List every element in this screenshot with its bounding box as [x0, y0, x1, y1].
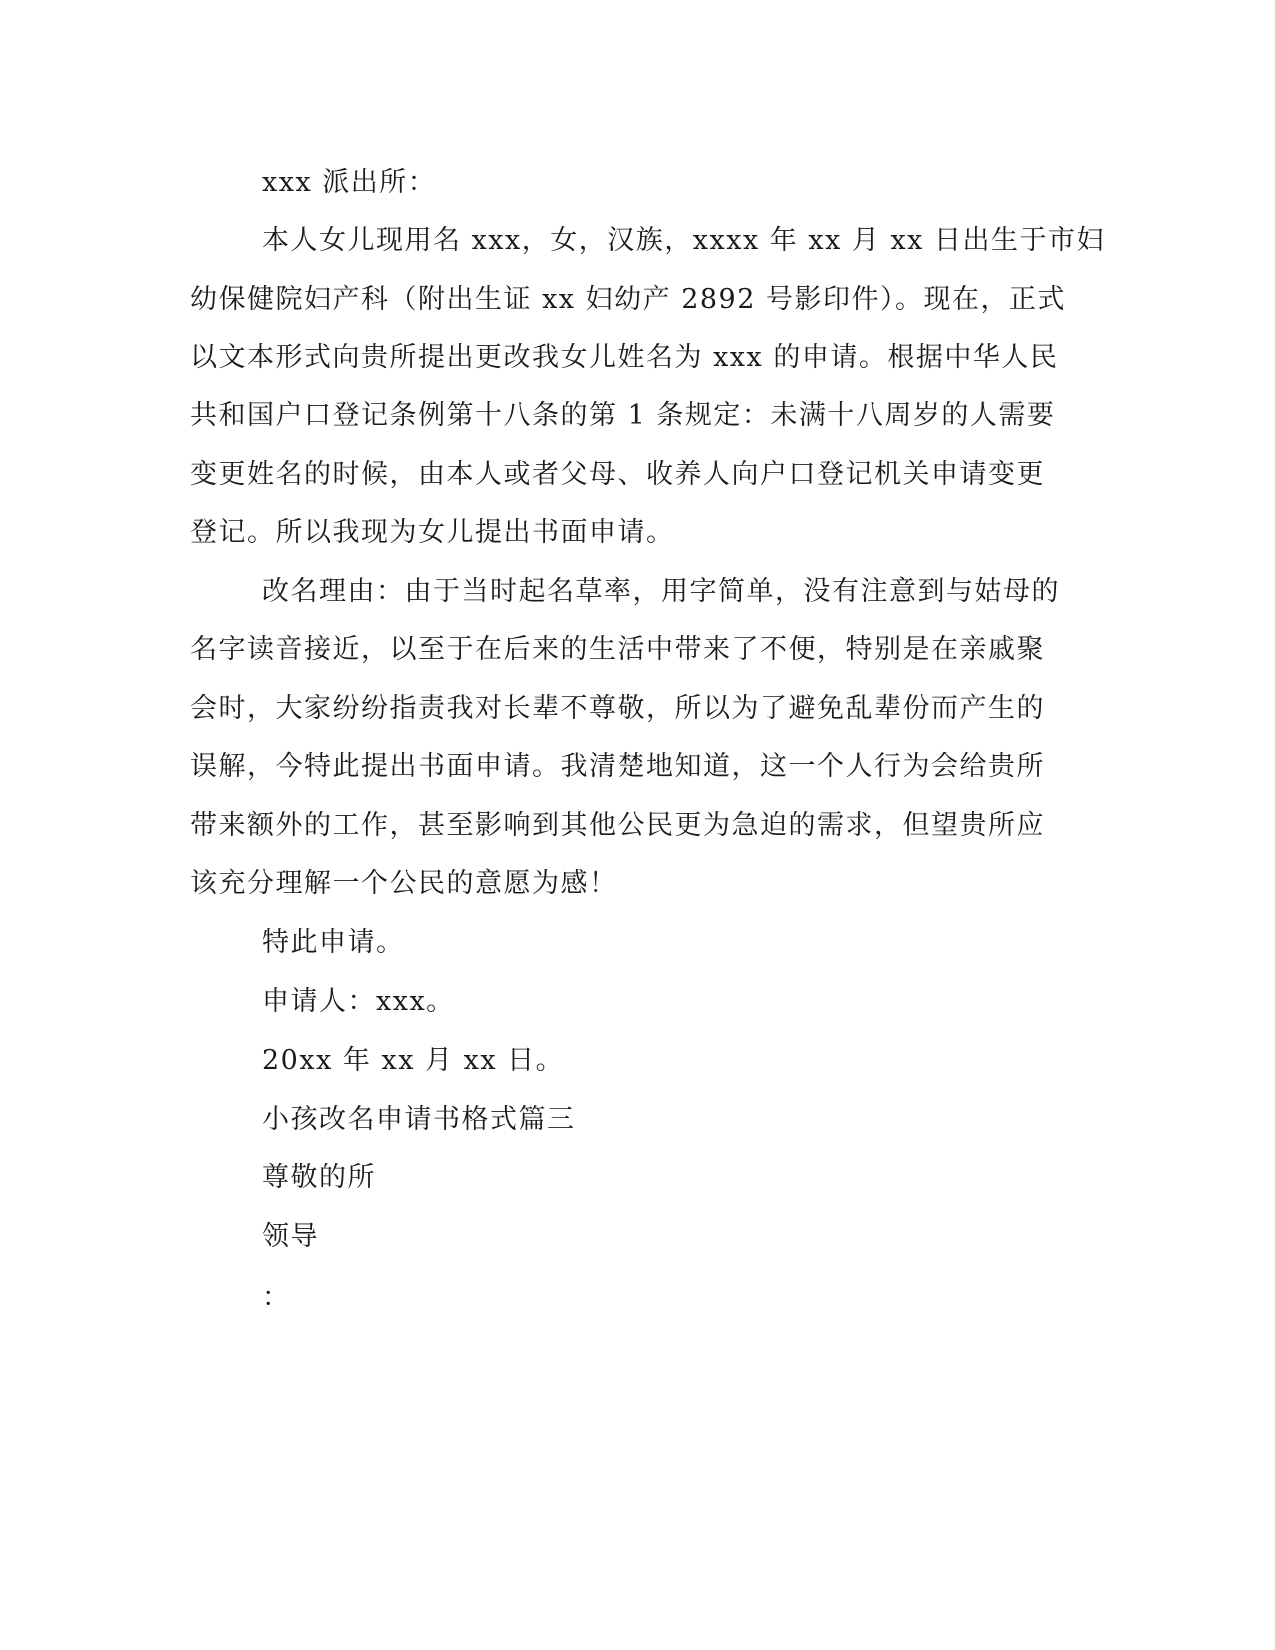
paragraph-1-line-2: 幼保健院妇产科（附出生证 xx 妇幼产 2892 号影印件）。现在，正式 — [190, 284, 1066, 315]
paragraph-2-line-3: 会时，大家纷纷指责我对长辈不尊敬，所以为了避免乱辈份而产生的 — [190, 693, 1045, 724]
paragraph-2-line-1: 改名理由：由于当时起名草率，用字简单，没有注意到与姑母的 — [262, 576, 1060, 607]
date-line: 20xx 年 xx 月 xx 日。 — [262, 1045, 565, 1076]
greeting-line-2: 领导 — [262, 1221, 319, 1252]
section-title: 小孩改名申请书格式篇三 — [262, 1104, 576, 1135]
paragraph-2-line-6: 该充分理解一个公民的意愿为感！ — [190, 868, 618, 899]
paragraph-1-line-4: 共和国户口登记条例第十八条的第 1 条规定：未满十八周岁的人需要 — [190, 400, 1056, 431]
greeting-line-1: 尊敬的所 — [262, 1162, 376, 1193]
paragraph-2-line-2: 名字读音接近，以至于在后来的生活中带来了不便，特别是在亲戚聚 — [190, 634, 1045, 665]
paragraph-1-line-1: 本人女儿现用名 xxx，女，汉族，xxxx 年 xx 月 xx 日出生于市妇 — [262, 225, 1105, 256]
paragraph-1-line-5: 变更姓名的时候，由本人或者父母、收养人向户口登记机关申请变更 — [190, 459, 1045, 490]
applicant-line: 申请人：xxx。 — [262, 986, 455, 1017]
paragraph-2-line-4: 误解，今特此提出书面申请。我清楚地知道，这一个人行为会给贵所 — [190, 751, 1045, 782]
closing-line: 特此申请。 — [262, 927, 405, 958]
paragraph-2-line-5: 带来额外的工作，甚至影响到其他公民更为急迫的需求，但望贵所应 — [190, 810, 1045, 841]
greeting-colon: ： — [262, 1282, 291, 1313]
paragraph-1-line-6: 登记。所以我现为女儿提出书面申请。 — [190, 517, 675, 548]
paragraph-1-line-3: 以文本形式向贵所提出更改我女儿姓名为 xxx 的申请。根据中华人民 — [190, 342, 1059, 373]
salutation: xxx 派出所： — [262, 167, 437, 198]
